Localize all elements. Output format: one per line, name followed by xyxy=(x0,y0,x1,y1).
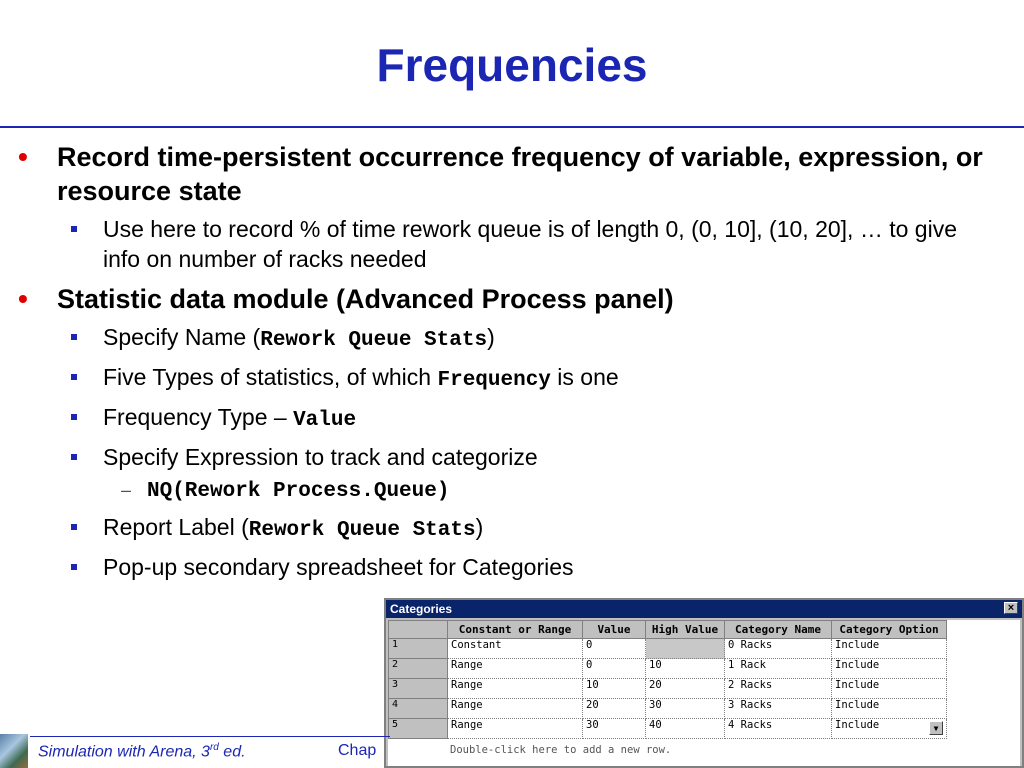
title-divider xyxy=(0,126,1024,128)
column-header[interactable]: Value xyxy=(583,621,646,639)
square-bullet-icon xyxy=(71,374,77,380)
sub-bullet-item xyxy=(0,214,1024,274)
row-number[interactable]: 3 xyxy=(389,679,448,699)
code-text: NQ(Rework Process.Queue) xyxy=(147,480,450,503)
footer-book-title xyxy=(38,742,246,761)
table-cell[interactable]: Range xyxy=(448,659,583,679)
table-cell[interactable]: 4 Racks xyxy=(725,719,832,739)
table-row[interactable] xyxy=(389,659,947,679)
sub-bullet-text: ) xyxy=(475,514,484,540)
footer-text: Simulation with Arena, 3 xyxy=(38,743,210,761)
row-number[interactable]: 4 xyxy=(389,699,448,719)
table-cell[interactable]: Range xyxy=(448,699,583,719)
sub-sub-bullet-item xyxy=(0,476,1024,506)
code-text: Rework Queue Stats xyxy=(248,519,476,542)
dash-bullet-icon: – xyxy=(121,480,132,500)
chevron-down-icon[interactable]: ▼ xyxy=(929,721,943,735)
bullet-item xyxy=(0,140,1024,208)
table-cell[interactable]: 2 Racks xyxy=(725,679,832,699)
bullet-dot-icon: • xyxy=(18,141,28,172)
option-cell[interactable] xyxy=(832,719,947,739)
sub-bullet-item xyxy=(0,322,1024,356)
table-cell[interactable]: Include xyxy=(832,699,947,719)
sub-bullet-text: Five Types of statistics, of which xyxy=(103,364,438,390)
table-cell[interactable]: Range xyxy=(448,679,583,699)
table-cell[interactable]: 3 Racks xyxy=(725,699,832,719)
code-text: Rework Queue Stats xyxy=(260,329,488,352)
sub-bullet-item xyxy=(0,552,1024,582)
sub-bullet-item xyxy=(0,442,1024,472)
row-number[interactable]: 5 xyxy=(389,719,448,739)
table-cell[interactable]: Constant xyxy=(448,639,583,659)
sub-bullet-item xyxy=(0,362,1024,396)
table-row[interactable] xyxy=(389,639,947,659)
column-header[interactable]: Category Name xyxy=(725,621,832,639)
sub-bullet-text: Frequency Type – xyxy=(103,404,294,430)
table-cell[interactable]: Range xyxy=(448,719,583,739)
sub-bullet-text: ) xyxy=(487,324,495,350)
slide-title: Frequencies xyxy=(376,39,648,91)
row-number[interactable]: 2 xyxy=(389,659,448,679)
table-cell[interactable]: 30 xyxy=(646,699,725,719)
sub-bullet-text: Specify Expression to track and categorize xyxy=(103,444,538,470)
table-cell[interactable]: 0 xyxy=(583,639,646,659)
corner-header xyxy=(389,621,448,639)
table-cell[interactable]: Include xyxy=(832,639,947,659)
footer-chapter: Chap xyxy=(338,742,377,759)
bullet-item xyxy=(0,282,1024,316)
table-cell[interactable]: 0 xyxy=(583,659,646,679)
column-header[interactable]: Constant or Range xyxy=(448,621,583,639)
row-number[interactable]: 1 xyxy=(389,639,448,659)
categories-titlebar[interactable] xyxy=(386,600,1022,618)
table-header-row xyxy=(389,621,947,639)
close-icon[interactable]: × xyxy=(1004,602,1018,614)
table-cell[interactable]: 20 xyxy=(583,699,646,719)
table-cell[interactable]: 20 xyxy=(646,679,725,699)
sub-bullet-item xyxy=(0,512,1024,546)
sub-bullet-text: Pop-up secondary spreadsheet for Categories xyxy=(103,554,574,580)
column-header[interactable]: Category Option xyxy=(832,621,947,639)
square-bullet-icon xyxy=(71,454,77,460)
square-bullet-icon xyxy=(71,226,77,232)
table-cell[interactable]: 1 Rack xyxy=(725,659,832,679)
table-cell[interactable]: Include xyxy=(832,659,947,679)
table-cell[interactable]: 10 xyxy=(583,679,646,699)
categories-grid xyxy=(388,620,1020,766)
table-cell[interactable]: 40 xyxy=(646,719,725,739)
column-header[interactable]: High Value xyxy=(646,621,725,639)
table-row[interactable] xyxy=(389,679,947,699)
table-cell[interactable]: 0 Racks xyxy=(725,639,832,659)
categories-window xyxy=(384,598,1024,768)
footer-sup: rd xyxy=(209,742,219,753)
categories-table xyxy=(388,620,947,739)
bullet-text: Record time-persistent occurrence frequency of variable, expression, or resource state xyxy=(57,142,983,206)
table-cell[interactable]: 30 xyxy=(583,719,646,739)
bullet-dot-icon: • xyxy=(18,283,28,314)
footer-text: ed. xyxy=(218,743,246,761)
code-text: Value xyxy=(293,409,357,432)
table-cell[interactable]: 10 xyxy=(646,659,725,679)
add-row-hint[interactable]: Double-click here to add a new row. xyxy=(450,744,672,756)
footer-divider xyxy=(30,736,390,737)
square-bullet-icon xyxy=(71,334,77,340)
bullet-list xyxy=(0,140,1024,582)
book-logo-icon xyxy=(0,734,28,768)
sub-bullet-text: is one xyxy=(550,364,619,390)
table-row[interactable] xyxy=(389,719,947,739)
table-row[interactable] xyxy=(389,699,947,719)
table-cell: Include xyxy=(835,719,880,731)
square-bullet-icon xyxy=(71,564,77,570)
sub-bullet-text: Specify Name ( xyxy=(103,324,261,350)
square-bullet-icon xyxy=(71,524,77,530)
sub-bullet-item xyxy=(0,402,1024,436)
table-cell xyxy=(646,639,725,659)
bullet-text: Statistic data module (Advanced Process panel) xyxy=(57,284,674,314)
table-cell[interactable]: Include xyxy=(832,679,947,699)
square-bullet-icon xyxy=(71,414,77,420)
code-text: Frequency xyxy=(437,369,551,392)
sub-bullet-text: Use here to record % of time rework queue is of length 0, (0, 10], (10, 20], … to give info on number of racks needed xyxy=(103,216,957,272)
window-title: Categories xyxy=(390,602,453,616)
sub-bullet-text: Report Label ( xyxy=(103,514,249,540)
